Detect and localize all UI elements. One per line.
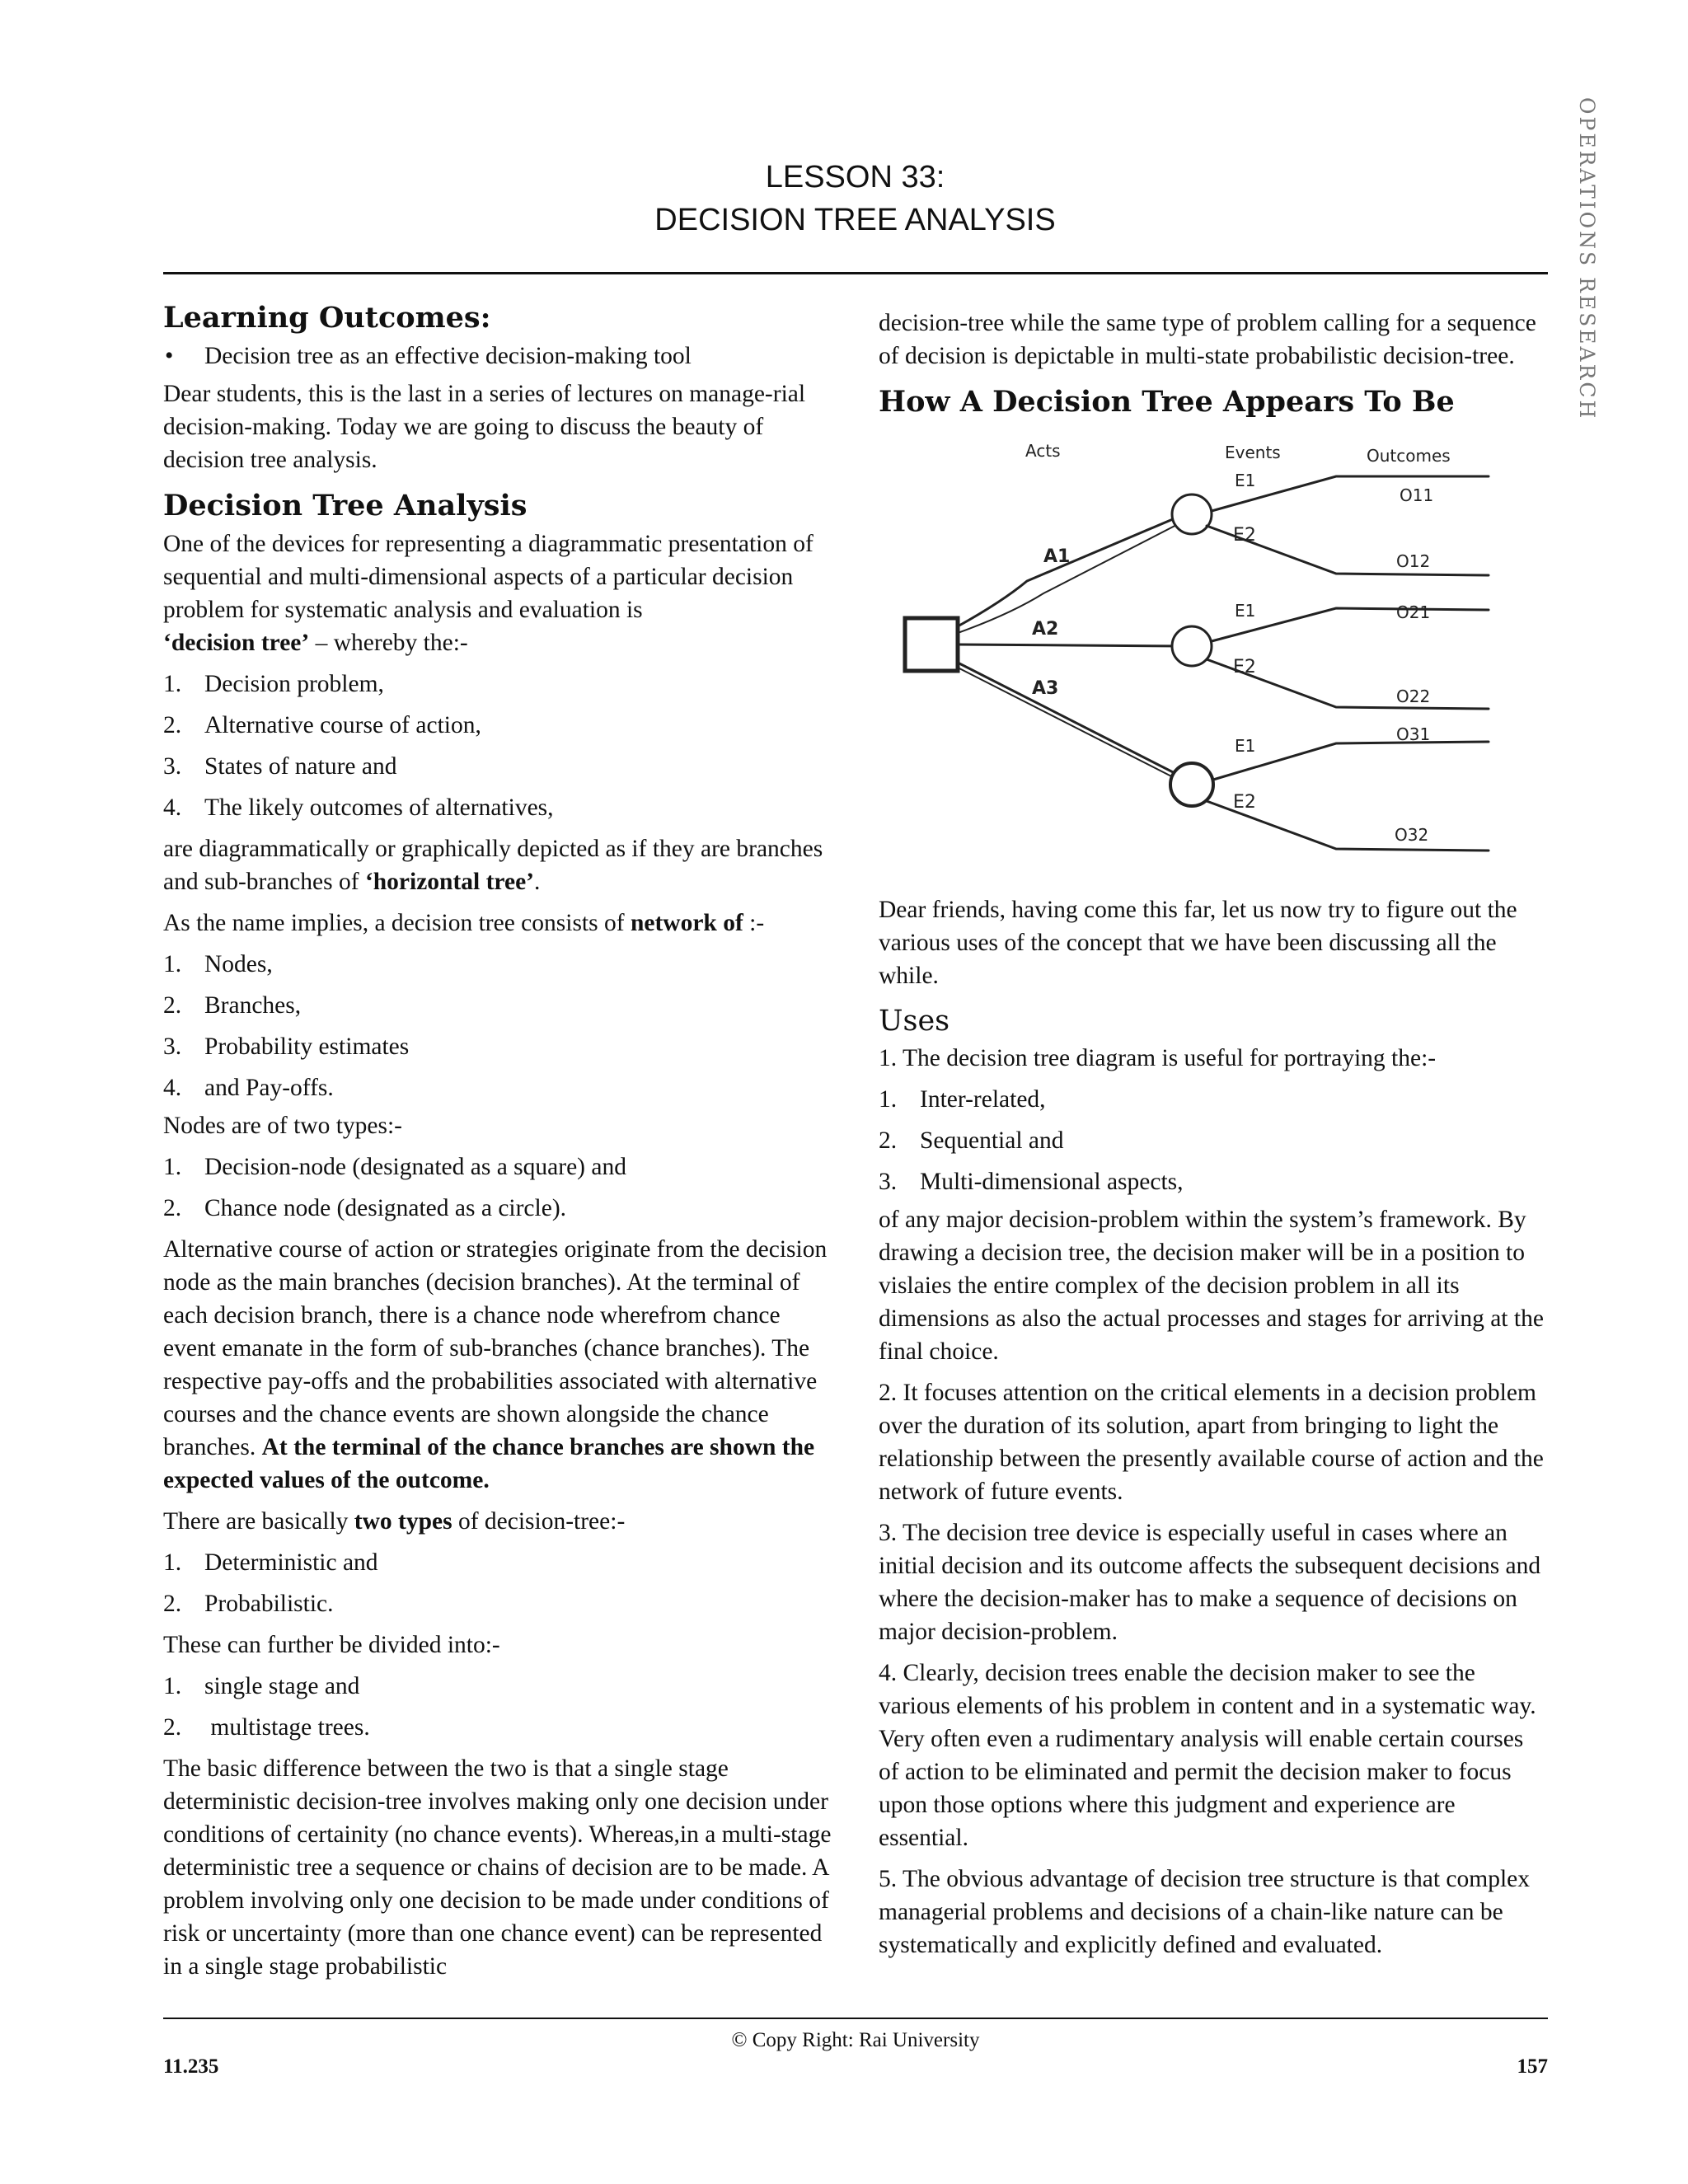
list-tree-types	[163, 1546, 837, 1620]
chance-node-1	[1172, 494, 1212, 534]
label-e1: E1	[1235, 471, 1256, 490]
node-types-paragraph: Nodes are of two types:-	[163, 1113, 403, 1139]
two-types-paragraph: There are basically two types of decision-tree:-	[163, 1508, 626, 1535]
label-acts: Acts	[1025, 441, 1061, 461]
branch-a2	[958, 644, 1184, 646]
list-item: 1. Deterministic and	[163, 1549, 378, 1576]
how-tree-appears-heading: How A Decision Tree Appears To Be	[879, 385, 1455, 419]
list-item: 3. States of nature and	[163, 753, 397, 780]
label-o11: O11	[1400, 485, 1434, 505]
label-o32: O32	[1395, 825, 1429, 845]
footer-code: 11.235	[163, 2055, 219, 2078]
learning-outcomes-heading: Learning Outcomes:	[163, 301, 491, 335]
label-e1: E1	[1235, 601, 1256, 621]
list-item: 1. Inter-related,	[879, 1086, 1046, 1113]
list-uses	[879, 1083, 1548, 1198]
label-events: Events	[1225, 443, 1281, 462]
learning-bullet: • Decision tree as an effective decision-making tool	[163, 340, 837, 373]
label-e2: E2	[1233, 657, 1256, 677]
label-a1: A1	[1043, 546, 1071, 567]
list-node-types	[163, 1151, 837, 1225]
list-item: 1. Decision-node (designated as a square) and	[163, 1154, 626, 1180]
branch-a1	[958, 514, 1184, 626]
list-item: 3. Multi-dimensional aspects,	[879, 1169, 1184, 1195]
list-item: 2. multistage trees.	[163, 1714, 370, 1741]
left-column	[163, 297, 837, 1991]
label-e2: E2	[1233, 525, 1256, 546]
list-item: 1. Decision problem,	[163, 671, 384, 697]
list-decision-elements	[163, 668, 837, 824]
page-number: 157	[1517, 2055, 1548, 2078]
use-2-paragraph: 2. It focuses attention on the critical elements in a decision problem over the duration of its solution, apart from bringing to light the relationship between the presently available course of action and the network of future events.	[879, 1380, 1544, 1505]
basic-difference-paragraph: The basic difference between the two is that a single stage deterministic decision-tree involves making only one decision under conditions of certainity (no chance events). Whereas,in a multi-stage deterministic tree a sequence or chains of decision are to be made. A problem involving only one decision to be made under conditions of risk or uncertainty (more than one chance event) can be represented in a single stage probabilistic	[163, 1755, 832, 1980]
lesson-title: DECISION TREE ANALYSIS	[654, 203, 1056, 237]
use-5-paragraph: 5. The obvious advantage of decision tree structure is that complex managerial problems and decisions of a chain-like nature can be systematically and explicitly defined and evaluated.	[879, 1866, 1530, 1958]
list-item: 1. Nodes,	[163, 951, 273, 977]
list-network	[163, 948, 837, 1104]
list-item: 4. The likely outcomes of alternatives,	[163, 794, 554, 821]
bottom-rule	[163, 2018, 1548, 2019]
list-item: 2. Branches,	[163, 992, 302, 1019]
use-3-paragraph: 3. The decision tree device is especially useful in cases where an initial decision and its outcome affects the subsequent decisions and where the decision-maker has to make a sequence of decisions on major decision-problem.	[879, 1520, 1541, 1645]
list-item: 4. and Pay-offs.	[163, 1075, 334, 1101]
dear-friends-paragraph: Dear friends, having come this far, let us now try to figure out the various uses of the concept that we have been discussing all the while.	[879, 897, 1517, 989]
label-a2: A2	[1032, 619, 1059, 640]
use-1-continued: of any major decision-problem within the system’s framework. By drawing a decision tree, the decision maker will be in a position to vislaies the entire complex of the decision problem in all its dimensions as also the actual processes and stages for arriving at the final choice.	[879, 1207, 1544, 1365]
label-a3: A3	[1032, 678, 1059, 699]
list-item: 2. Sequential and	[879, 1127, 1064, 1154]
label-e2: E2	[1233, 792, 1256, 813]
use-1-paragraph: 1. The decision tree diagram is useful for portraying the:-	[879, 1045, 1437, 1071]
list-item: 3. Probability estimates	[163, 1033, 410, 1060]
branch-a3	[958, 663, 1184, 778]
label-o31: O31	[1396, 724, 1431, 744]
horizontal-tree-paragraph: are diagrammatically or graphically depicted as if they are branches and sub-branches of ‘horizontal tree’.	[163, 836, 823, 895]
uses-heading: Uses	[879, 1005, 950, 1038]
label-outcomes: Outcomes	[1367, 446, 1451, 466]
list-item: 2. Probabilistic.	[163, 1591, 334, 1617]
list-stages	[163, 1670, 837, 1744]
lesson-number: LESSON 33:	[765, 160, 945, 194]
alternative-course-paragraph: Alternative course of action or strategies originate from the decision node as the main branches (decision branches). At the terminal of each decision branch, there is a chance node wherefrom chance event emanate in the form of sub-branches (chance branches). The respective pay-offs and the probabilities associated with alternative courses and the chance events are shown alongside the chance branches. At the terminal of the chance branches are shown the expected values of the outcome.	[163, 1236, 828, 1493]
decision-tree-diagram	[879, 429, 1548, 890]
bullet-icon: •	[165, 343, 174, 369]
use-4-paragraph: 4. Clearly, decision trees enable the decision maker to see the various elements of his problem in content and in a systematic way. Very often even a rudimentary analysis will enable certain courses of action to be eliminated and permit the decision maker to focus upon those options where this judgment and experience are essential.	[879, 1660, 1536, 1851]
top-rule	[163, 272, 1548, 274]
list-item: 1. single stage and	[163, 1673, 360, 1699]
divided-paragraph: These can further be divided into:-	[163, 1632, 500, 1658]
network-paragraph: As the name implies, a decision tree consists of network of :-	[163, 910, 765, 936]
decision-node-square	[905, 618, 958, 671]
copyright-notice: © Copy Right: Rai University	[731, 2029, 980, 2051]
label-o21: O21	[1396, 602, 1431, 622]
dta-paragraph: One of the devices for representing a diagrammatic presentation of sequential and multi-dimensional aspects of a particular decision problem for systematic analysis and evaluation is ‘decision tree’ – whereby the:-	[163, 531, 814, 656]
list-item: 2. Chance node (designated as a circle).	[163, 1195, 567, 1221]
label-o22: O22	[1396, 687, 1431, 706]
right-column	[879, 307, 1548, 1970]
label-o12: O12	[1396, 551, 1431, 571]
continued-paragraph: decision-tree while the same type of problem calling for a sequence of decision is depictable in multi-state probabilistic decision-tree.	[879, 310, 1536, 369]
intro-paragraph: Dear students, this is the last in a series of lectures on manage-rial decision-making. Today we are going to discuss the beauty of decision tree analysis.	[163, 381, 806, 473]
side-running-head: OPERATIONS RESEARCH	[1575, 97, 1599, 421]
decision-tree-analysis-heading: Decision Tree Analysis	[163, 489, 528, 523]
label-e1: E1	[1235, 736, 1256, 756]
list-item: 2. Alternative course of action,	[163, 712, 481, 738]
chance-node-3	[1170, 763, 1213, 806]
